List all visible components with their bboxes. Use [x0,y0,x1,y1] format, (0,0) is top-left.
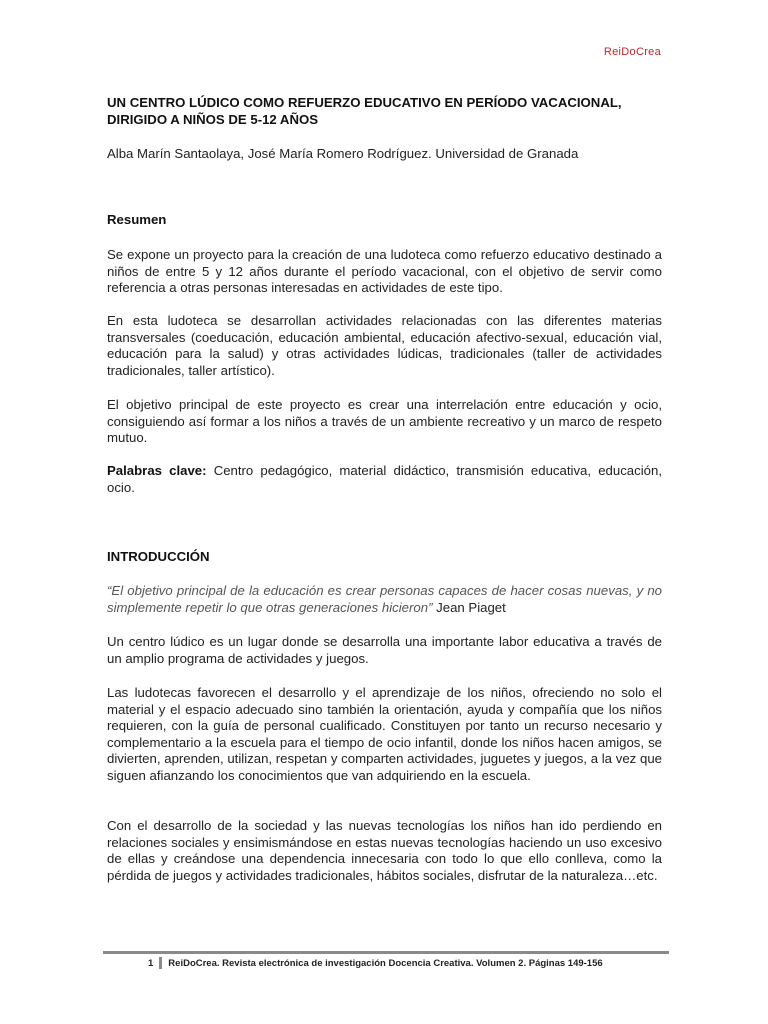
journal-tag: ReiDoCrea [603,46,661,58]
footer-divider [103,951,669,954]
piaget-quote [107,583,662,616]
resumen-paragraph-3: El objetivo principal de este proyecto es crear una interrelación entre educación y ocio, consiguiendo así formar a los niños a través de un ambiente recreativo y un marco de respeto mutuo. [107,397,662,445]
keywords-paragraph [107,463,662,496]
footer-citation: ReiDoCrea. Revista electrónica de investigación Docencia Creativa. Volumen 2. Páginas 149-156 [168,957,603,969]
page-footer [148,956,603,970]
intro-paragraph-1: Un centro lúdico es un lugar donde se desarrolla una importante labor educativa a través de un amplio programa de actividades y juegos. [107,634,662,666]
footer-separator [159,957,162,969]
quote-author: Jean Piaget [436,599,506,615]
resumen-paragraph-2: En esta ludoteca se desarrollan actividades relacionadas con las diferentes materias transversales (coeducación, educación ambiental, educación afectivo-sexual, educación vial, educación para la salud) y otras actividades lúdicas, tradicionales (taller de actividades tradicionales, taller artístico). [107,313,662,378]
keywords-text: Centro pedagógico, material didáctico, transmisión educativa, educación, ocio. [107,463,662,495]
resumen-heading: Resumen [107,212,167,227]
keywords-label: Palabras clave: [107,463,207,478]
quote-text: “El objetivo principal de la educación es crear personas capaces de hacer cosas nuevas, y no simplemente repetir lo que otras generaciones hicieron” [107,583,662,615]
intro-paragraph-3: Con el desarrollo de la sociedad y las nuevas tecnologías los niños han ido perdiendo en relaciones sociales y ensimismándose en estas nuevas tecnologías haciendo un uso excesivo de ellas y creándose una dependencia innecesaria con todo lo que ello conlleva, como la pérdida de juegos y actividades tradicionales, hábitos sociales, disfrutar de la naturaleza…etc. [107,818,662,883]
intro-paragraph-2: Las ludotecas favorecen el desarrollo y el aprendizaje de los niños, ofreciendo no solo el material y el espacio adecuado sino también la orientación, ayuda y compañía que los niños requieren, con la guía de personal cualificado. Constituyen por tanto un recurso necesario y complementario a la escuela para el tiempo de ocio infantil, donde los niños hacen amigos, se divierten, aprenden, utilizan, respetan y comparten actividades, juguetes y juegos, a la vez que siguen afianzando los conocimientos que van adquiriendo en la escuela. [107,685,662,783]
page-number: 1 [148,957,154,969]
article-title: UN CENTRO LÚDICO COMO REFUERZO EDUCATIVO EN PERÍODO VACACIONAL, DIRIGIDO A NIÑOS DE 5-12 AÑOS [107,95,622,127]
resumen-paragraph-1: Se expone un proyecto para la creación de una ludoteca como refuerzo educativo destinado a niños de entre 5 y 12 años durante el período vacacional, con el objetivo de servir como referencia a otras personas interesadas en actividades de este tipo. [107,247,662,295]
article-authors: Alba Marín Santaolaya, José María Romero Rodríguez. Universidad de Granada [107,146,579,161]
introduccion-heading: INTRODUCCIÓN [107,549,210,564]
